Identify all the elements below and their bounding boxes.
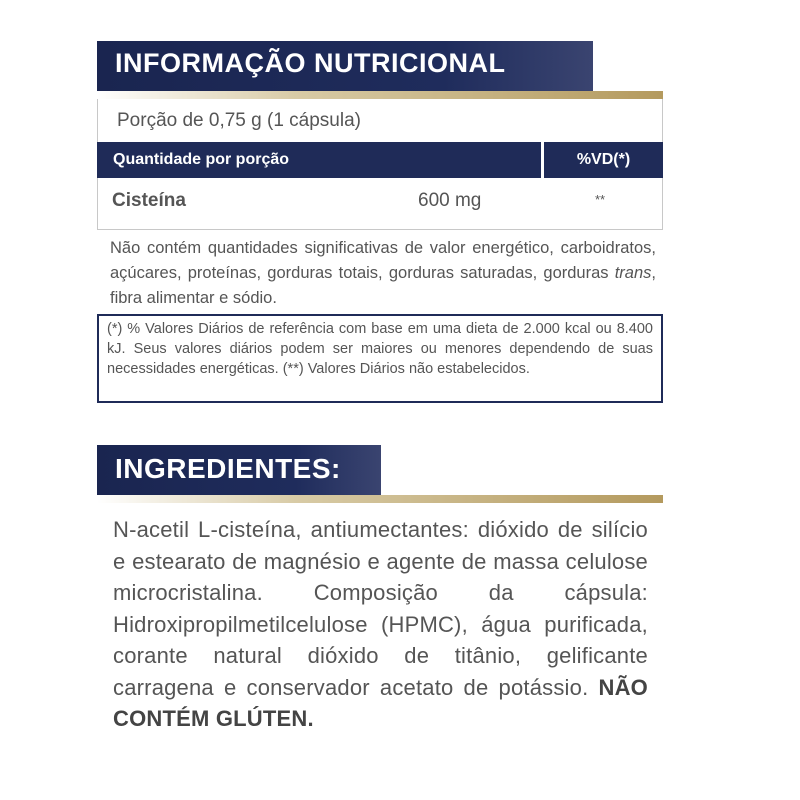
gluten-warning: NÃO CONTÉM GLÚTEN. bbox=[113, 674, 648, 731]
nutrition-title: INFORMAÇÃO NUTRICIONAL bbox=[115, 48, 506, 78]
note-text-part: , fibra alimentar e sódio. bbox=[110, 264, 656, 307]
note-italic-trans: trans bbox=[614, 264, 652, 282]
header-gold-stripe bbox=[97, 495, 663, 503]
nutrition-header bbox=[97, 41, 663, 99]
nutrient-vd: ** bbox=[595, 192, 606, 207]
portion-size: Porção de 0,75 g (1 cápsula) bbox=[117, 110, 361, 131]
header-gold-stripe bbox=[97, 91, 663, 99]
ingredients-list: N-acetil L-cisteína, antiumectantes: dióxido de silício e estearato de magnésio e agente de massa celulose microcristalina. Composição da cápsula: Hidroxipropilmetilcelulose (HPMC), água purificada, corante natural dióxido de titânio, gelificante carragena e conservador acetato de potássio. bbox=[113, 517, 648, 700]
nutrient-name: Cisteína bbox=[112, 190, 186, 211]
daily-values-footnote: (*) % Valores Diários de referência com base em uma dieta de 2.000 kcal ou 8.400 kJ. Seus valores diários podem ser maiores ou menores dependendo de suas necessidades energéticas. (**) Valores Diários não estabelecidos. bbox=[97, 314, 663, 403]
ingredients-header bbox=[97, 445, 663, 503]
ingredients-title: INGREDIENTES: bbox=[115, 453, 341, 484]
column-header-quantity: Quantidade por porção bbox=[97, 142, 541, 178]
nutrition-note bbox=[110, 236, 656, 311]
column-header-vd: %VD(*) bbox=[544, 142, 663, 178]
nutrient-amount: 600 mg bbox=[418, 190, 482, 211]
note-text-part: Não contém quantidades significativas de valor energético, carboidratos, açúcares, proteínas, gorduras totais, gorduras saturadas, gorduras bbox=[110, 239, 656, 282]
ingredients-text bbox=[113, 514, 648, 735]
